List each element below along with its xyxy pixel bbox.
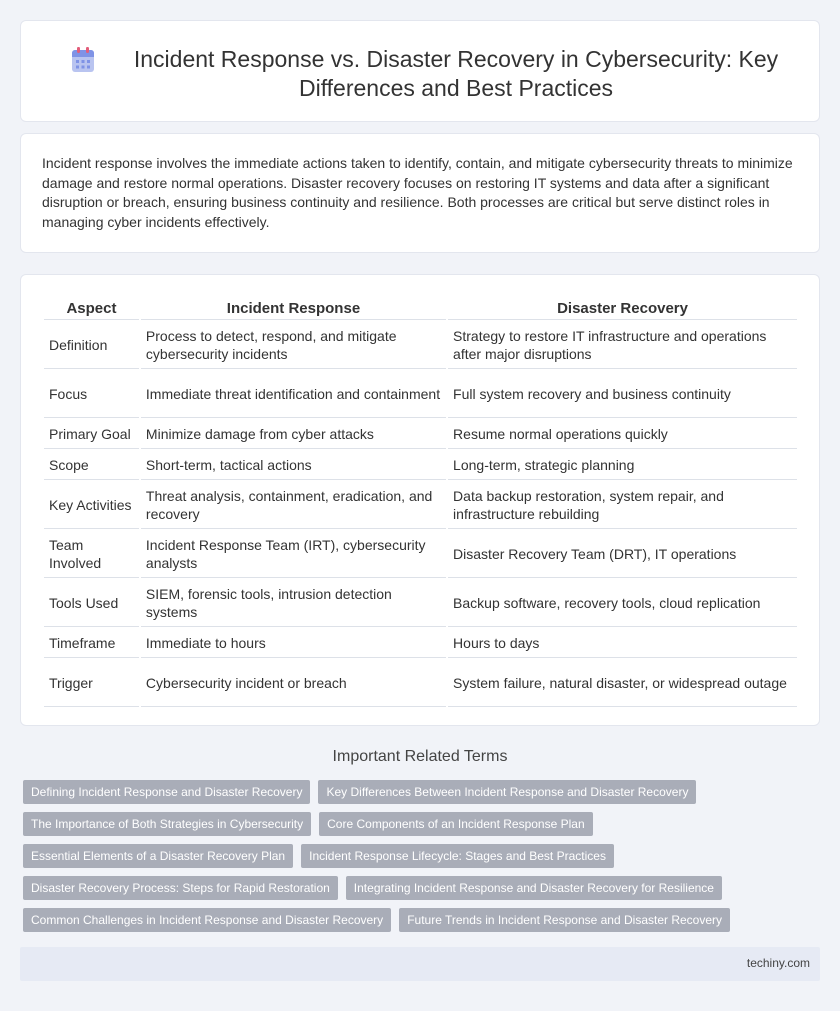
cell-incident-response: Threat analysis, containment, eradication, and recovery — [141, 482, 446, 529]
table-row — [44, 371, 797, 418]
tag-row — [23, 908, 823, 932]
cell-incident-response: Immediate threat identification and containment — [141, 371, 446, 418]
footer — [20, 947, 820, 981]
header-incident-response: Incident Response — [141, 297, 446, 320]
table-row — [44, 420, 797, 449]
table-row — [44, 451, 797, 480]
cell-aspect: Primary Goal — [44, 420, 139, 449]
tag-row — [23, 844, 823, 868]
cell-disaster-recovery: System failure, natural disaster, or widespread outage — [448, 660, 797, 707]
cell-incident-response: Short-term, tactical actions — [141, 451, 446, 480]
table-row — [44, 322, 797, 369]
table-row — [44, 482, 797, 529]
cell-aspect: Key Activities — [44, 482, 139, 529]
cell-disaster-recovery: Resume normal operations quickly — [448, 420, 797, 449]
related-term-tag[interactable]: Integrating Incident Response and Disaster Recovery for Resilience — [346, 876, 722, 900]
related-term-tag[interactable]: Key Differences Between Incident Response and Disaster Recovery — [318, 780, 696, 804]
related-term-tag[interactable]: Defining Incident Response and Disaster Recovery — [23, 780, 310, 804]
table-row — [44, 531, 797, 578]
related-term-tag[interactable]: Common Challenges in Incident Response and Disaster Recovery — [23, 908, 391, 932]
table-header-row — [44, 297, 797, 320]
comparison-card — [20, 274, 820, 726]
cell-disaster-recovery: Data backup restoration, system repair, and infrastructure rebuilding — [448, 482, 797, 529]
related-term-tag[interactable]: Essential Elements of a Disaster Recovery Plan — [23, 844, 293, 868]
cell-aspect: Tools Used — [44, 580, 139, 627]
cell-aspect: Trigger — [44, 660, 139, 707]
cell-disaster-recovery: Backup software, recovery tools, cloud replication — [448, 580, 797, 627]
table-row — [44, 629, 797, 658]
header-disaster-recovery: Disaster Recovery — [448, 297, 797, 320]
cell-incident-response: Minimize damage from cyber attacks — [141, 420, 446, 449]
cell-aspect: Timeframe — [44, 629, 139, 658]
related-terms-title: Important Related Terms — [332, 748, 508, 765]
cell-disaster-recovery: Full system recovery and business continuity — [448, 371, 797, 418]
related-term-tag[interactable]: Core Components of an Incident Response Plan — [319, 812, 593, 836]
cell-aspect: Scope — [44, 451, 139, 480]
tag-row — [23, 876, 823, 900]
tag-row — [23, 812, 823, 836]
cell-disaster-recovery: Hours to days — [448, 629, 797, 658]
intro-card — [20, 133, 820, 253]
tag-row — [23, 780, 823, 804]
comparison-table — [42, 295, 799, 709]
related-term-tag[interactable]: Future Trends in Incident Response and Disaster Recovery — [399, 908, 730, 932]
calendar-icon — [71, 47, 95, 73]
cell-aspect: Focus — [44, 371, 139, 418]
intro-paragraph: Incident response involves the immediate actions taken to identify, contain, and mitigate cybersecurity threats to minimize damage and restore normal operations. Disaster recovery focuses on restoring IT systems and data after a significant disruption or breach, ensuring business continuity and resilience. Both processes are critical but serve distinct roles in managing cyber incidents effectively. — [42, 155, 793, 230]
header-aspect: Aspect — [44, 297, 139, 320]
header-card — [20, 20, 820, 122]
cell-incident-response: Incident Response Team (IRT), cybersecurity analysts — [141, 531, 446, 578]
cell-aspect: Definition — [44, 322, 139, 369]
cell-incident-response: Process to detect, respond, and mitigate cybersecurity incidents — [141, 322, 446, 369]
cell-incident-response: Cybersecurity incident or breach — [141, 660, 446, 707]
cell-incident-response: SIEM, forensic tools, intrusion detection systems — [141, 580, 446, 627]
footer-site-link[interactable]: techiny.com — [746, 956, 810, 970]
cell-aspect: Team Involved — [44, 531, 139, 578]
cell-disaster-recovery: Strategy to restore IT infrastructure and operations after major disruptions — [448, 322, 797, 369]
page-title: Incident Response vs. Disaster Recovery in Cybersecurity: Key Differences and Best Practices — [133, 46, 779, 101]
cell-disaster-recovery: Disaster Recovery Team (DRT), IT operations — [448, 531, 797, 578]
related-term-tag[interactable]: The Importance of Both Strategies in Cybersecurity — [23, 812, 311, 836]
cell-incident-response: Immediate to hours — [141, 629, 446, 658]
related-term-tag[interactable]: Incident Response Lifecycle: Stages and Best Practices — [301, 844, 614, 868]
related-term-tag[interactable]: Disaster Recovery Process: Steps for Rapid Restoration — [23, 876, 338, 900]
related-terms-list — [23, 780, 823, 940]
table-row — [44, 580, 797, 627]
table-row — [44, 660, 797, 707]
cell-disaster-recovery: Long-term, strategic planning — [448, 451, 797, 480]
header — [71, 45, 811, 103]
